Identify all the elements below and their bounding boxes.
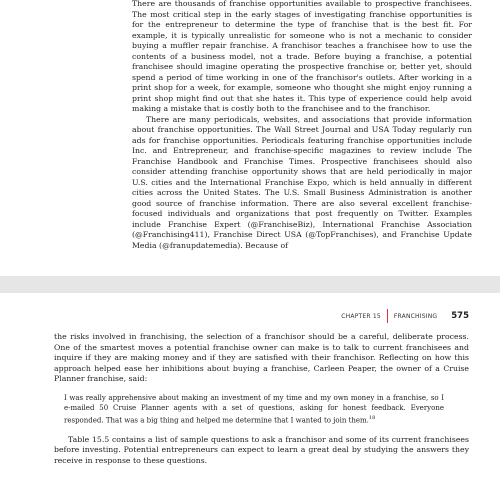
paragraph: There are thousands of franchise opportunities available to prospective franchisees. The most critical step in the early stages of investigating franchise opportunities is for the entrepreneur to determine the type of franchise that is the best fit. For example, it is typically unrealistic for someone who is not a mechanic to consider buying a muffler repair franchise. A franchisor teaches a franchisee how to use the contents of a business model, not a trade. Before buying a franchise, a potential franchisee should imagine operating the prospective franchise or, better yet, should spend a period of time working in one of the franchisor's outlets. After working in a print shop for a week, for example, someone who thought she might enjoy running a print shop might find out that she hates it. This type of experience could help avoid making a mistake that is costly both to the franchisee and to the franchisor. (132, 0, 472, 113)
quote-text: I was really apprehensive about making an investment of my time and my own money in a franchise, so I e-mailed 50 Cruise Planner agents with a set of questions, asking for honest feedback. Everyone responded. That was a big thing and helped me determine that I wanted to join them. (64, 393, 444, 424)
block-quote (64, 393, 444, 425)
page-number: 575 (451, 311, 469, 321)
footnote-marker: 18 (368, 414, 376, 421)
header-divider (387, 309, 388, 323)
upper-text-column (132, 0, 472, 251)
running-header (341, 310, 469, 322)
paragraph: the risks involved in franchising, the selection of a franchisor should be a careful, deliberate process. One of the smartest moves a potential franchise owner can make is to talk to current franchisees and inquire if they are making money and if they are satisfied with their franchisor. Reflecting on how this approach helped ease her inhibitions about buying a franchise, Carleen Peaper, the owner of a Cruise Planner franchise, said: (54, 332, 469, 383)
section-title: FRANCHISING (393, 312, 438, 320)
lower-text-column (54, 332, 469, 466)
chapter-label: CHAPTER 15 (341, 312, 381, 320)
page-lower (0, 293, 500, 480)
paragraph: Table 15.5 contains a list of sample questions to ask a franchisor and some of its current franchisees before investing. Potential entrepreneurs can expect to learn a great deal by studying the answers they receive in response to these questions. (54, 434, 469, 465)
paragraph: There are many periodicals, websites, and associations that provide information about franchise opportunities. The Wall Street Journal and USA Today regularly run ads for franchise opportunities. Periodicals featuring franchise opportunities include Inc. and Entrepreneur, and franchise-specific magazines to review include The Franchise Handbook and Franchise Times. Prospective franchisees should also consider attending franchise opportunity shows that are held periodically in major U.S. cities and the International Franchise Expo, which is held annually in different cities across the United States. The U.S. Small Business Administration is another good source of franchise information. There are also several excellent franchise-focused individuals and organizations that post frequently on Twitter. Examples include Franchise Expert (@FranchiseBiz), International Franchise Association (@Franchising411), Franchise Direct USA (@TopFranchises), and Franchise Update Media (@franupdatemedia). Because of (132, 114, 472, 250)
